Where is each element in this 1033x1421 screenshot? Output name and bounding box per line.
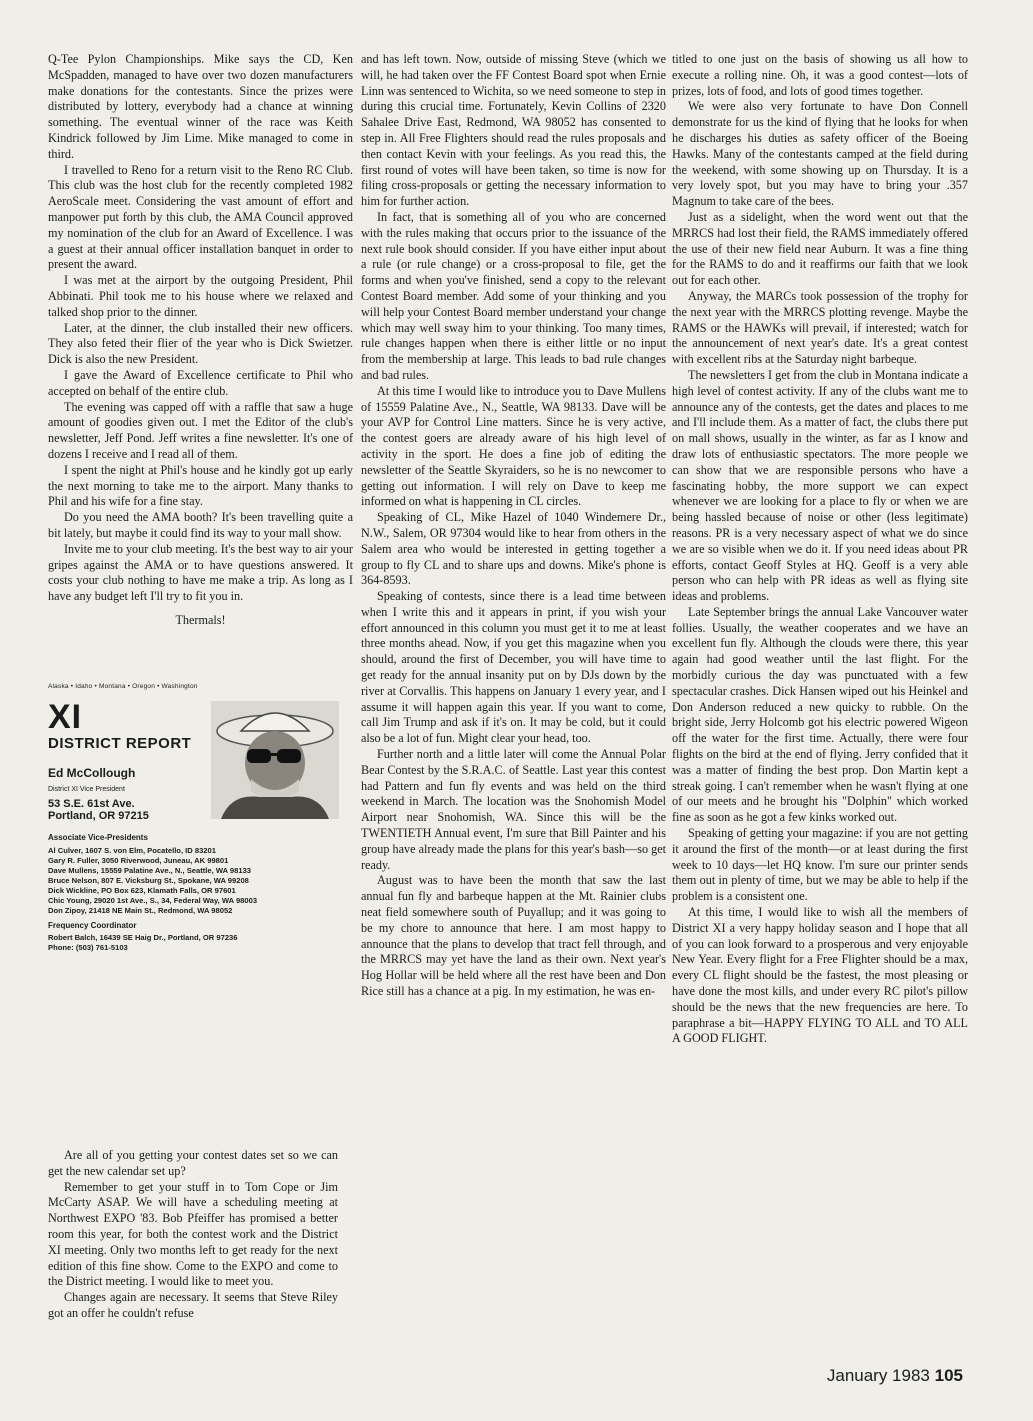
paragraph: Q-Tee Pylon Championships. Mike says the CD, Ken McSpadden, managed to have over two dozen manufacturers make donations for the contestants. Since the prizes were distributed by lottery, everybody had a chance at winning something. The eventual winner of the race was Keith Kindrick followed by Jim Lime. Mike managed to come in third. bbox=[48, 52, 353, 161]
vp-portrait-photo bbox=[211, 701, 339, 819]
paragraph: Later, at the dinner, the club installed their new officers. They also feted their flier of the year who is Dick Swietzer. Dick is also the new President. bbox=[48, 320, 353, 367]
column-1 bbox=[48, 52, 353, 979]
column-2 bbox=[361, 52, 666, 1000]
avp-heading: Associate Vice-Presidents bbox=[48, 832, 148, 842]
district-report-title: DISTRICT REPORT bbox=[48, 735, 192, 753]
district-states: Alaska • Idaho • Montana • Oregon • Washington bbox=[48, 682, 198, 690]
avp-entry: Al Culver, 1607 S. von Elm, Pocatello, ID 83201 bbox=[48, 845, 216, 855]
paragraph: In fact, that is something all of you who are concerned with the rules making that occurs prior to the issuance of the next rule book should consider. If you have either input about a rule (or rule change) or a cross-proposal to file, get the forms and when you've finished, send a copy to the relevant Contest Board member. Add some of your thinking and you will help your Contest Board member understand your change which may well sway him to your thinking. Too many times, rule changes happen when there is either little or no input from the membership at large. This leads to bad rule changes and bad rules. bbox=[361, 209, 666, 382]
district-report-box bbox=[48, 679, 353, 979]
paragraph: Further north and a little later will come the Annual Polar Bear Contest by the S.R.A.C. of Seattle. Last year this contest had Pattern and fun fly events and was held on the third weekend in March. The location was the Snohomish Model Airport near Snohomish, WA. Since this will be the TWENTIETH Annual event, I'm sure that Bill Painter and his group have already made the plans for this year's bash—so get ready. bbox=[361, 747, 666, 872]
paragraph: We were also very fortunate to have Don Connell demonstrate for us the kind of flying that he looks for when he discharges his duties as safety officer of the Boeing Hawks. Many of the contestants camped at the field during the weekend, with some showing up on Thursday. It is a very lovely spot, but you may have to bring your .357 Magnum to take care of the bees. bbox=[672, 99, 968, 209]
paragraph: Do you need the AMA booth? It's been travelling quite a bit lately, but maybe it could find its way to your mall show. bbox=[48, 510, 353, 540]
frequency-coordinator-entry: Robert Balch, 16439 SE Haig Dr., Portland, OR 97236 bbox=[48, 933, 238, 943]
vp-name: Ed McCollough bbox=[48, 766, 136, 781]
paragraph: Are all of you getting your contest dates set so we can get the new calendar set up? bbox=[48, 1148, 338, 1178]
avp-entry: Gary R. Fuller, 3050 Riverwood, Juneau, AK 99801 bbox=[48, 855, 229, 865]
paragraph: Speaking of CL, Mike Hazel of 1040 Windemere Dr., N.W., Salem, OR 97304 would like to hear from others in the Salem area who would be interested in getting together a group to fly CL and to share ups and downs. Mike's phone is 364-8593. bbox=[361, 510, 666, 588]
page-footer bbox=[827, 1366, 963, 1386]
paragraph: Just as a sidelight, when the word went out that the MRRCS had lost their field, the RAMS immediately offered the use of their new field near Auburn. It was a fine thing for the RAMS to do and it reaffirms our faith that we look out for each other. bbox=[672, 209, 968, 288]
paragraph: At this time I would like to introduce you to Dave Mullens of 15559 Palatine Ave., N., Seattle, WA 98133. Dave will be your AVP for Control Line matters. Since he is very active, the contest goers are already aware of his high level of activity in the sport. He does a fine job of editing the newsletter of the Seattle Skyraiders, so he is no newcomer to getting out information. I will rely on Dave to keep me informed on what is happening in CL circles. bbox=[361, 383, 666, 509]
paragraph: The evening was capped off with a raffle that saw a huge amount of goodies given out. I met the Editor of the club's newsletter, Jeff Pond. Jeff writes a fine newsletter. It's one of dozens I receive and I read all of them. bbox=[48, 399, 353, 461]
district-number: XI bbox=[48, 698, 83, 737]
paragraph: Late September brings the annual Lake Vancouver water follies. Usually, the weather cooperates and we have an excellent fun fly. Although the clouds were there, this year again had good weather until the last flight. For the morbidly curious the day was punctuated with a few spectacular crashes. Dick Hansen wiped out his Heinkel and Don Anderson reduced a new quicky to rubble. On the bright side, Jerry Holcomb got his electric powered Wigeon off the water for the first time. Actually, there were four flights on the bird at the end of flying. Jerry confided that it was a matter of finding the best prop. Don Martin kept a streak going. I can't remember when he wasn't flying at one of our meets and he brought his "Dolphin" which worked fine as soon as he got a few kinks worked out. bbox=[672, 604, 968, 825]
paragraph: Invite me to your club meeting. It's the best way to air your gripes against the AMA or to have questions answered. It costs your club nothing to have me make a trip. As long as I have any budget left I'll try to fit you in. bbox=[48, 541, 353, 604]
paragraph: I travelled to Reno for a return visit to the Reno RC Club. This club was the host club for the recently completed 1982 AeroScale meet. Considering the vast amount of effort and manpower put forth by this club, the AMA Council approved my nomination of the club for an Award of Excellence. I was a guest at their annual officer installation banquet in order to present the award. bbox=[48, 162, 353, 272]
page-number: 105 bbox=[934, 1366, 963, 1385]
paragraph: At this time, I would like to wish all the members of District XI a very happy holiday season and I hope that all of you can look forward to a prosperous and very enjoyable New Year. Every flight for a Free Flighter should be a max, every CL flight should be the fastest, the most pleasing or have done the most kills, and under every RC pilot's pillow should be the news that the new frequencies are here. To paraphrase a bit—HAPPY FLYING TO ALL and TO ALL A GOOD FLIGHT. bbox=[672, 905, 968, 1046]
avp-entry: Bruce Nelson, 807 E. Vicksburg St., Spokane, WA 99208 bbox=[48, 875, 249, 885]
paragraph: The newsletters I get from the club in Montana indicate a high level of contest activity. If any of the clubs want me to announce any of the contests, get the dates and places to me and I'll include them. As a matter of fact, the clubs there put on mall shows, usually in the winter, as far as I know and draw lots of enthusiastic spectators. The more people we can show that we are responsible persons who have a fascinating hobby, the more support we can expect whenever we are looking for a place to fly or when we are being hassled because of noise or other (less legitimate) reasons. PR is a very necessary aspect of what we do since we are so visible when we do it. If you need ideas about PR efforts, contact Geoff Styles at HQ. Geoff is a very able person who can help with PR ideas as well as flying site ideas and problems. bbox=[672, 367, 968, 604]
paragraph: I spent the night at Phil's house and he kindly got up early the next morning to take me to the airport. Many thanks to Phil and his wife for a fine stay. bbox=[48, 462, 353, 509]
paragraph: Anyway, the MARCs took possession of the trophy for the next year with the MRRCS plotting revenge. Maybe the RAMS or the HAWKs will prevail, if interested; watch for the announcement of next year's date. It's a great contest with excellent ribs at the Saturday night barbeque. bbox=[672, 288, 968, 367]
avp-entry: Don Zipoy, 21418 NE Main St., Redmond, WA 98052 bbox=[48, 905, 233, 915]
paragraph: Changes again are necessary. It seems that Steve Riley got an offer he couldn't refuse bbox=[48, 1290, 338, 1320]
vp-title: District XI Vice President bbox=[48, 786, 125, 794]
paragraph: and has left town. Now, outside of missing Steve (which we will, he had taken over the FF Contest Board spot when Ernie Linn was sentenced to Wichita, so we need someone to step in during this crucial time. Fortunately, Kevin Collins of 2320 Sahalee Drive East, Redmond, WA 98052 has consented to step in. All Free Flighters should read the rules proposals and then contact Kevin with your feelings. As you read this, the first round of votes will have been taken, so time is now for filing cross-proposals or getting the necessary information to him for further action. bbox=[361, 52, 666, 209]
paragraph: Speaking of contests, since there is a lead time between when I write this and it appears in print, if you wish your effort announced in this column you must get it to me at least three months ahead. Now, if you get this magazine when you should, around the first of December, you will have time to get ready for the annual insanity put on by DJs down by the river at Corvallis. This happens on January 1 every year, and I assume it will happen again this year. If you want to come, call Jim Trump and ask if it's on. It may be cold, but it could also be a lot of fun. Might clear your head, too. bbox=[361, 589, 666, 746]
signoff: Thermals! bbox=[175, 612, 226, 627]
avp-entry: Dave Mullens, 15559 Palatine Ave., N., Seattle, WA 98133 bbox=[48, 865, 252, 875]
frequency-coordinator-heading: Frequency Coordinator bbox=[48, 920, 137, 930]
vp-address-line: Portland, OR 97215 bbox=[48, 809, 149, 822]
paragraph: Remember to get your stuff in to Tom Cope or Jim McCarty ASAP. We will have a scheduling meeting at Northwest EXPO '83. Bob Pfeiffer has promised a better room this year, for both the contest work and the District XI meeting. Only two months left to get ready for the next edition of this fine show. Come to the EXPO and come to the District meeting. I would like to meet you. bbox=[48, 1179, 338, 1289]
column-3 bbox=[672, 52, 968, 1047]
paragraph: I gave the Award of Excellence certificate to Phil who accepted on behalf of the entire club. bbox=[48, 367, 353, 398]
paragraph: I was met at the airport by the outgoing President, Phil Abbinati. Phil took me to his house where we relaxed and talked shop prior to the dinner. bbox=[48, 273, 353, 319]
paragraph: Speaking of getting your magazine: if you are not getting it around the first of the month—or at least during the first week to 10 days—let HQ know. I'm sure our printer sends them out in plenty of time, but we may be able to help if the problem is a consistent one. bbox=[672, 826, 968, 904]
issue-date: January 1983 bbox=[826, 1366, 930, 1385]
avp-entry: Chic Young, 29020 1st Ave., S., 34, Federal Way, WA 98003 bbox=[48, 895, 258, 905]
paragraph: titled to one just on the basis of showing us all how to execute a rolling nine. Oh, it was a good contest—lots of prizes, lots of food, and lots of good times together. bbox=[672, 52, 968, 98]
avp-entry: Dick Wickline, PO Box 623, Klamath Falls, OR 97601 bbox=[48, 885, 236, 895]
frequency-coordinator-phone: Phone: (503) 761-5103 bbox=[48, 943, 128, 953]
portrait-illustration bbox=[211, 701, 339, 819]
paragraph: August was to have been the month that saw the last annual fun fly and barbeque happen at the Mt. Rainier clubs neat field somewhere south of Puyallup; and it was going to be my chore to announce that here. I am most happy to announce that the plans to develop that tract fell through, and the MRRCS may yet have the land as their own. Next year's Hog Hollar will be held where all the rest have been and Don Rice still has a chance at a pig. In my estimation, he was en- bbox=[361, 873, 666, 999]
column-1-lower bbox=[48, 1148, 338, 1322]
vp-address-line: 53 S.E. 61st Ave. bbox=[48, 797, 135, 810]
